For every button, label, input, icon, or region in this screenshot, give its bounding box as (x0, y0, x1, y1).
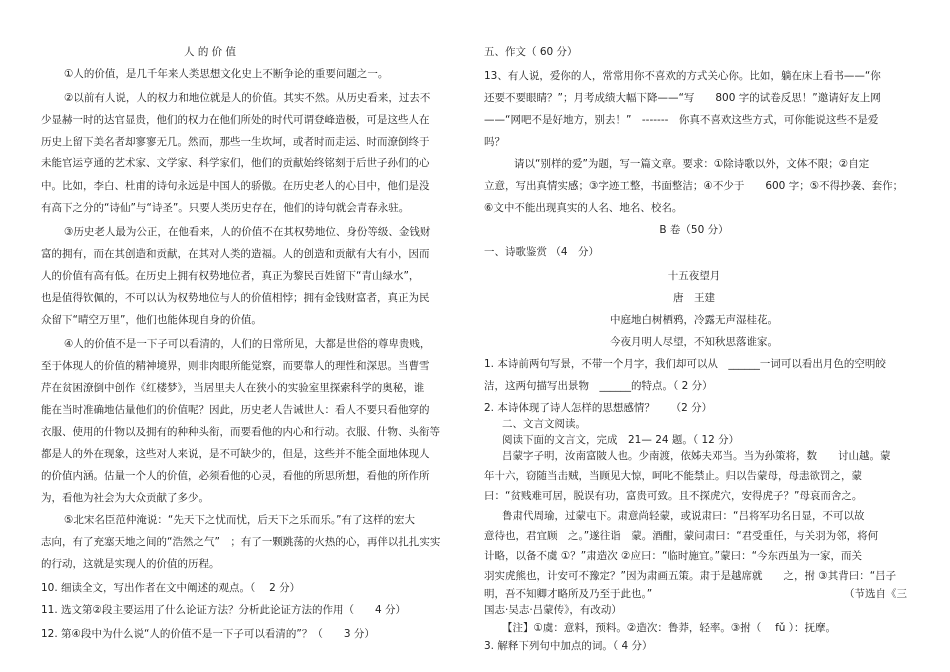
question-11: 11. 选文第②段主要运用了什么论证方法？分析此论证方法的作用（ 4 分） (41, 604, 406, 616)
composition-prompt: 立意，写出真情实感；③字迹工整，书面整洁；④不少于 600 字；⑤不得抄袭、套作； (484, 180, 904, 192)
composition-prompt: ⑥文中不能出现真实的人名、地名、校名。 (484, 202, 683, 214)
paragraph-line: ②以前有人说，人的权力和地位就是人的价值。其实不然。从历史看来，过去不 (64, 92, 431, 104)
paragraph-line: ①人的价值，是几千年来人类思想文化史上不断争论的重要问题之一。 (64, 68, 389, 80)
classical-question-3: 3. 解释下列句中加点的词。（ 4 分） (484, 640, 653, 652)
classical-text: 曰：“贫贱难可居，脱误有功，富贵可致。且不探虎穴，安得虎子？”母哀而舍之。 (484, 490, 863, 502)
source-note: 国志·吴志·吕蒙传》，有改动） (484, 604, 622, 616)
paragraph-line: 未能官运亨通的艺术家、文学家、科学家们，他们的贡献始终铭刻于后世子孙们的心 (41, 157, 430, 169)
question-12: 12. 第④段中为什么说“人的价值不是一下子可以看清的”？（ 3 分） (41, 628, 375, 640)
paragraph-line: 众留下“晴空万里”，他们也能体现自身的价值。 (41, 314, 262, 326)
annotation-note: 【注】①虞：意料，预料。②造次：鲁莽，轻率。③拊（ fǔ ）：抚摩。 (502, 622, 837, 634)
classical-text: 明，吾不知卿才略所及乃至于此也。” (484, 588, 653, 600)
question-10: 10. 细读全文，写出作者在文中阐述的观点。（ 2 分） (41, 582, 301, 594)
source-note: （节选自《三 (844, 588, 907, 600)
paragraph-line: ⑤北宋名臣范仲淹说：“先天下之忧而忧，后天下之乐而乐。”有了这样的宏大 (64, 514, 416, 526)
classical-text: 鲁肃代周瑜，过蒙屯下。肃意尚轻蒙，或说肃曰：“吕将军功名日显，不可以故 (502, 510, 865, 522)
paragraph-line: 芹在贫困潦倒中创作《红楼梦》，当居里夫人在狭小的实验室里探索科学的奥秘，谁 (41, 382, 425, 394)
classical-text: 吕蒙字子明，汝南富陂人也。少南渡，依姊夫邓当。当为孙策将，数 讨山越。蒙 (502, 450, 891, 462)
composition-text: 还要不要眼睛？”；月考成绩大幅下降——“写 800 字的试卷反思！”邀请好友上网 (484, 92, 881, 104)
classical-text: 计略，以备不虞 ①？”肃造次 ②应曰：“临时施宜。”蒙曰：“今东西虽为一家，而关 (484, 550, 863, 562)
poem-line: 今夜月明人尽望，不知秋思落谁家。 (610, 336, 778, 348)
paragraph-line: 富的拥有，而在其创造和贡献，在其对人类的造福。人的创造和贡献有大有小，因而 (41, 248, 430, 260)
paragraph-line: 至于体现人的价值的精神境界，则非肉眼所能觉察，而要靠人的理性和深思。当曹雪 (41, 360, 430, 372)
poem-heading: 一、诗歌鉴赏 （4 分） (484, 246, 600, 258)
poem-question-2: 2. 本诗体现了诗人怎样的思想感情？ （2 分） (484, 402, 713, 414)
paragraph-line: ③历史老人最为公正，在他看来，人的价值不在其权势地位、身份等级、金钱财 (64, 226, 431, 238)
classical-text: 意待也，君宜顾 之。”遂往诣 蒙。酒酣，蒙问肃曰：“君受重任，与关羽为邻，将何 (484, 530, 879, 542)
poem-question-1: 洁，这两句描写出景物 ______的特点。（ 2 分） (484, 380, 713, 392)
poem-question-1: 1. 本诗前两句写景，不带一个月字，我们却可以从 ______一词可以看出月色的空明皎 (484, 358, 886, 370)
paragraph-line: 人的价值有高有低。在历史上拥有权势地位者，真正为黎民百姓留下“青山绿水”， (41, 270, 420, 282)
classical-heading: 二、文言文阅读。 (502, 418, 586, 430)
poem-author: 唐 王建 (673, 292, 715, 304)
article-title: 人 的 价 值 (184, 46, 237, 58)
paragraph-line: 有高下之分的“诗仙”与“诗圣”。只要人类历史存在，他们的诗句就会青春永驻。 (41, 202, 410, 214)
paragraph-line: 为，看他为社会为大众贡献了多少。 (41, 492, 209, 504)
paragraph-line: ④人的价值不是一下子可以看清的，人们的日常所见，大都是世俗的尊卑贵贱， (64, 338, 431, 350)
section-b-title: B 卷（50 分） (659, 224, 729, 236)
composition-text: 吗？ (484, 136, 505, 148)
paragraph-line: 的价值内涵。估量一个人的价值，必须看他的心灵，看他的所思所想，看他的所作所 (41, 470, 430, 482)
composition-prompt: 请以“别样的爱”为题，写一篇文章。要求：①除诗歌以外，文体不限；②自定 (514, 158, 870, 170)
paragraph-line: 少显赫一时的达官显贵，他们的权力在他们所处的时代可谓登峰造极，可是这些人在 (41, 114, 430, 126)
composition-heading: 五、作文（ 60 分） (484, 46, 578, 58)
classical-intro: 阅读下面的文言文，完成 21— 24 题。（ 12 分） (502, 434, 740, 446)
paragraph-line: 历史上留下美名者却寥寥无几。然而，那些一生坎坷，或者时而走运、时而潦倒终于 (41, 136, 430, 148)
composition-text: 13、有人说，爱你的人，常常用你不喜欢的方式关心你。比如，躺在床上看书——“你 (484, 70, 881, 82)
paragraph-line: 志向，有了充塞天地之间的“浩然之气” ；有了一颗跳荡的火热的心，再伴以扎扎实实 (41, 536, 441, 548)
composition-text: ——“网吧不是好地方，别去！” ------- 你真不喜欢这些方式，可你能说这些不是爱 (484, 114, 879, 126)
poem-line: 中庭地白树栖鸦，冷露无声湿桂花。 (610, 314, 778, 326)
paragraph-line: 中。比如，李白、杜甫的诗句永远是中国人的骄傲。在历史老人的心目中，他们是没 (41, 180, 430, 192)
paragraph-line: 也是值得钦佩的，不可以认为权势地位与人的价值相悖；拥有金钱财富者，真正为民 (41, 292, 430, 304)
paragraph-line: 能在当时准确地估量他们的价值呢？因此，历史老人告诫世人：看人不要只看他穿的 (41, 404, 430, 416)
classical-text: 羽实虎熊也，计安可不豫定？”因为肃画五策。肃于是越席就 之，拊 ③其背曰：“吕子 (484, 570, 897, 582)
paragraph-line: 的行动，这就是实现人的价值的历程。 (41, 558, 220, 570)
paragraph-line: 都是人的外在现象，这些对人来说，是不可缺少的，但是，这些并不能全面地体现人 (41, 448, 430, 460)
poem-title: 十五夜望月 (667, 270, 721, 282)
paragraph-line: 衣服、使用的什物以及拥有的种种头衔，而要看他的内心和行动。衣服、什物、头衔等 (41, 426, 440, 438)
classical-text: 年十六，窃随当击贼，当顾见大惊，呵叱不能禁止。归以告蒙母，母恚欲罚之，蒙 (484, 470, 862, 482)
